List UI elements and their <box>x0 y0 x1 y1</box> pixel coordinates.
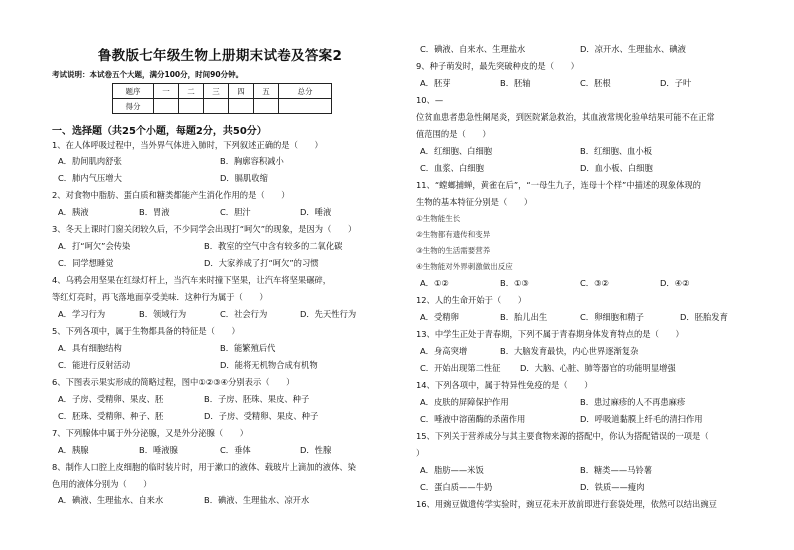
option-2d: D．唾液 <box>300 207 332 217</box>
question-16: 16、用豌豆做遗传学实验时，豌豆花未开放前即进行套袋处理，依然可以结出豌豆 <box>416 499 717 509</box>
option-7a: A．胰腺 <box>58 445 89 455</box>
question-7: 7、下列腺体中属于外分泌腺，又是外分泌腺（ ） <box>52 428 249 438</box>
score-cell[interactable] <box>254 99 279 114</box>
question-3: 3、冬天上课时门窗关闭较久后，不少同学会出现打“呵欠”的现象，是因为（ ） <box>52 224 357 234</box>
question-8-line1: 8、制作人口腔上皮细胞的临时装片时，用于漱口的液体、载玻片上滴加的液体、染 <box>52 462 356 472</box>
option-12a: A．受精卵 <box>420 312 459 322</box>
option-15b: B．糖类——马铃薯 <box>580 465 653 475</box>
option-4b: B．领域行为 <box>139 309 187 319</box>
option-6b: B．子房、胚珠、果皮、种子 <box>204 394 310 404</box>
score-header-cell: 题序 <box>113 84 154 99</box>
option-1c: C．肺内气压增大 <box>58 173 122 183</box>
option-12c: C．卵细胞和精子 <box>580 312 644 322</box>
score-header-cell: 二 <box>179 84 204 99</box>
option-3d: D．大家养成了打“呵欠”的习惯 <box>204 258 319 268</box>
score-cell[interactable] <box>154 99 179 114</box>
option-5b: B．能繁殖后代 <box>220 343 276 353</box>
question-15: 15、下列关于营养成分与其主要食物来源的搭配中，你认为搭配错误的一项是（ <box>416 431 709 441</box>
option-5c: C．能进行反射活动 <box>58 360 131 370</box>
question-10-number: 10、— <box>416 95 444 105</box>
option-14a: A．皮肤的屏障保护作用 <box>420 397 509 407</box>
option-14b: B．患过麻疹的人不再患麻疹 <box>580 397 686 407</box>
option-9c: C．胚根 <box>580 78 611 88</box>
option-1d: D．膈肌收缩 <box>220 173 268 183</box>
question-14: 14、下列各项中，属于特异性免疫的是（ ） <box>416 380 593 390</box>
option-15a: A．脂肪——米饭 <box>420 465 484 475</box>
page-title: 鲁教版七年级生物上册期末试卷及答案2 <box>97 48 343 64</box>
score-cell[interactable] <box>279 99 332 114</box>
question-1: 1、在人体呼吸过程中，当外界气体进入肺时，下列叙述正确的是（ ） <box>52 140 323 150</box>
option-5a: A．具有细胞结构 <box>58 343 122 353</box>
option-14d: D．呼吸道黏膜上纤毛的清扫作用 <box>580 414 703 424</box>
option-13d: D．大脑、心脏、肺等器官的功能明显增强 <box>520 363 676 373</box>
question-2: 2、对食物中脂肪、蛋白质和糖类都能产生消化作用的是（ ） <box>52 190 290 200</box>
option-10b: B．红细胞、血小板 <box>580 146 653 156</box>
option-3a: A．打“呵欠”会传染 <box>58 241 131 251</box>
question-4-line1: 4、乌鸦会用坚果在红绿灯杆上，当汽车来时撞下坚果，让汽车将坚果碾碎， <box>52 275 332 285</box>
option-7b: B．唾液腺 <box>139 445 178 455</box>
option-2a: A．胰液 <box>58 207 89 217</box>
option-8a: A．碘液、生理盐水、自来水 <box>58 495 164 505</box>
option-6a: A．子房、受精卵、果皮、胚 <box>58 394 164 404</box>
option-8d: D．凉开水、生理盐水、碘液 <box>580 44 686 54</box>
option-8b: B．碘液、生理盐水、凉开水 <box>204 495 310 505</box>
option-11a: A．①② <box>420 278 449 288</box>
score-row-label: 得分 <box>113 99 154 114</box>
section-heading: 一、选择题（共25个小题，每题2分，共50分） <box>52 126 267 137</box>
option-7c: C．垂体 <box>220 445 251 455</box>
option-15d: D．铁质——瘦肉 <box>580 482 645 492</box>
exam-note: 考试说明：本试卷五个大题，满分100分，时间90分钟。 <box>52 70 244 79</box>
question-11-statement-1: ①生物能生长 <box>416 214 461 223</box>
option-7d: D．性腺 <box>300 445 332 455</box>
option-11b: B．①③ <box>500 278 529 288</box>
score-header-cell: 三 <box>204 84 229 99</box>
score-header-cell: 总分 <box>279 84 332 99</box>
question-11-statement-3: ③生物的生活需要营养 <box>416 246 491 255</box>
option-10d: D．血小板、白细胞 <box>580 163 653 173</box>
option-4a: A．学习行为 <box>58 309 106 319</box>
option-2c: C．胆汁 <box>220 207 251 217</box>
question-5: 5、下列各项中，属于生物都具备的特征是（ ） <box>52 326 240 336</box>
option-3c: C．同学想睡觉 <box>58 258 114 268</box>
question-11-statement-4: ④生物能对外界刺激做出反应 <box>416 262 513 271</box>
option-11c: C．③② <box>580 278 609 288</box>
option-9b: B．胚轴 <box>500 78 531 88</box>
option-3b: B．教室的空气中含有较多的二氧化碳 <box>204 241 343 251</box>
option-6d: D．子房、受精卵、果皮、种子 <box>204 411 319 421</box>
question-13: 13、中学生正处于青春期，下列不属于青春期身体发育特点的是（ ） <box>416 329 684 339</box>
option-12d: D．胚胎发育 <box>680 312 728 322</box>
option-4d: D．先天性行为 <box>300 309 357 319</box>
option-11d: D．④② <box>660 278 690 288</box>
score-header-cell: 五 <box>254 84 279 99</box>
score-cell[interactable] <box>229 99 254 114</box>
question-10-line2: 值范围的是（ ） <box>416 129 491 139</box>
option-13a: A．身高突增 <box>420 346 468 356</box>
option-1a: A．肋间肌肉舒张 <box>58 156 122 166</box>
option-5d: D．能将无机物合成有机物 <box>220 360 318 370</box>
option-2b: B．胃液 <box>139 207 170 217</box>
option-9d: D．子叶 <box>660 78 692 88</box>
question-11-line2: 生物的基本特征分别是（ ） <box>416 197 533 207</box>
score-cell[interactable] <box>179 99 204 114</box>
question-15-end: ） <box>416 448 425 458</box>
option-6c: C．胚珠、受精卵、种子、胚 <box>58 411 164 421</box>
option-12b: B．胎儿出生 <box>500 312 548 322</box>
score-cell[interactable] <box>204 99 229 114</box>
score-table-row <box>113 99 332 114</box>
option-13c: C．开始出现第二性征 <box>420 363 501 373</box>
option-8c: C．碘液、自来水、生理盐水 <box>420 44 526 54</box>
option-9a: A．胚芽 <box>420 78 451 88</box>
question-11-line1: 11、“螳螂捕蝉，黄雀在后”，“一母生九子，连母十个样”中描述的现象体现的 <box>416 180 701 190</box>
question-8-line2: 色用的液体分别为（ ） <box>52 479 152 489</box>
question-10-line1: 位贫血患者患急性阑尾炎，到医院紧急救治，其血液常规化验单结果可能不在正常 <box>416 112 715 122</box>
option-10a: A．红细胞、白细胞 <box>420 146 493 156</box>
score-table <box>112 83 332 114</box>
question-9: 9、种子萌发时，最先突破种皮的是（ ） <box>416 61 579 71</box>
score-table-header-row <box>113 84 332 99</box>
question-6: 6、下图表示果实形成的简略过程，图中①②③④分别表示（ ） <box>52 377 295 387</box>
score-header-cell: 四 <box>229 84 254 99</box>
question-12: 12、人的生命开始于（ ） <box>416 295 527 305</box>
option-4c: C．社会行为 <box>220 309 268 319</box>
option-13b: B．大脑发育最快，内心世界逐渐复杂 <box>500 346 639 356</box>
option-14c: C．唾液中溶菌酶的杀菌作用 <box>420 414 526 424</box>
score-header-cell: 一 <box>154 84 179 99</box>
question-11-statement-2: ②生物都有遗传和变异 <box>416 230 491 239</box>
question-4-line2: 等红灯亮时，再飞落地面享受美味．这种行为属于（ ） <box>52 292 268 302</box>
option-1b: B．胸廓容积减小 <box>220 156 284 166</box>
option-15c: C．蛋白质——牛奶 <box>420 482 493 492</box>
option-10c: C．血浆、白细胞 <box>420 163 484 173</box>
